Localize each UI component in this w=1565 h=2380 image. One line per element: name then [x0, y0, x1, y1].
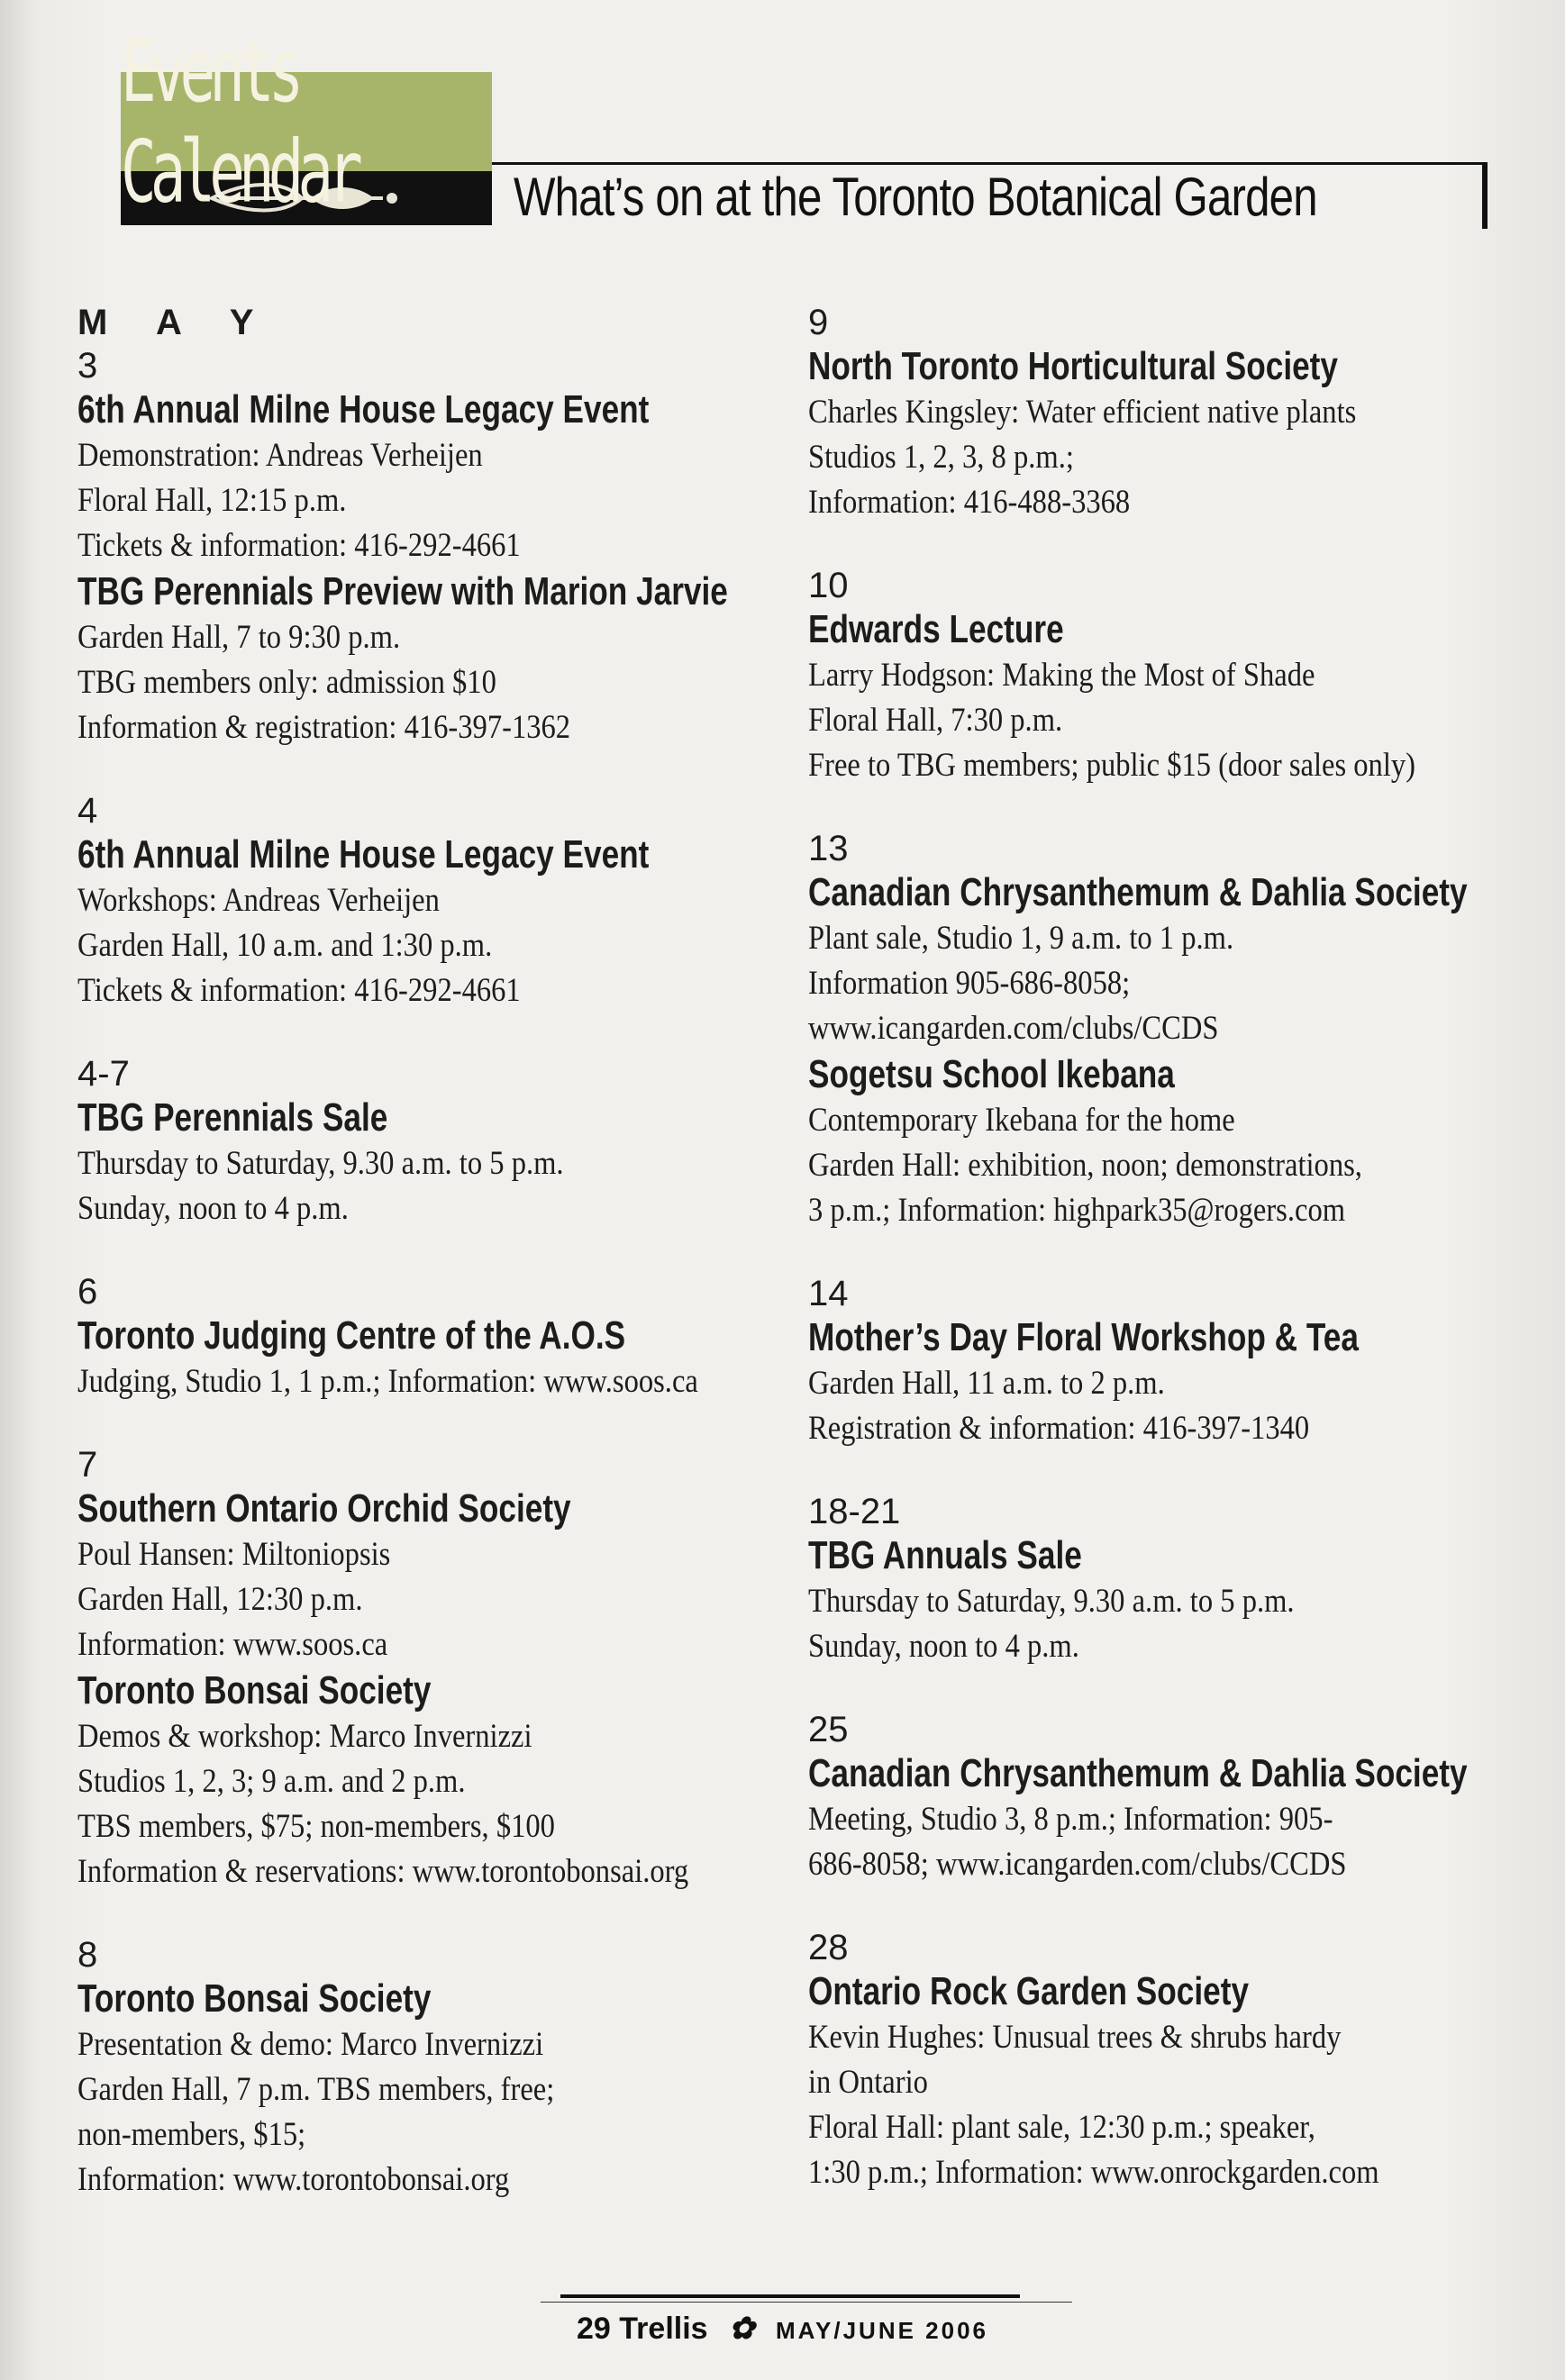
event-detail: Larry Hodgson: Making the Most of Shade — [808, 657, 1315, 694]
event-item — [808, 1709, 1511, 1887]
event-detail: Floral Hall, 12:15 p.m. — [77, 482, 347, 519]
event-title: Ontario Rock Garden Society — [808, 1969, 1250, 2013]
event-detail: Tickets & information: 416-292-4661 — [77, 527, 521, 564]
event-detail: Garden Hall, 7 p.m. TBS members, free; — [77, 2071, 555, 2108]
event-detail: Tickets & information: 416-292-4661 — [77, 972, 521, 1009]
event-detail: TBS members, $75; non-members, $100 — [77, 1808, 555, 1845]
events-calendar-banner — [121, 21, 492, 225]
event-title: 6th Annual Milne House Legacy Event — [77, 387, 650, 431]
event-title: Canadian Chrysanthemum & Dahlia Society — [808, 1751, 1468, 1795]
event-detail: Thursday to Saturday, 9.30 a.m. to 5 p.m. — [808, 1583, 1295, 1620]
event-item — [808, 302, 1511, 525]
event-date: 9 — [808, 303, 829, 342]
event-item — [808, 1273, 1511, 1451]
event-detail: Studios 1, 2, 3, 8 p.m.; — [808, 439, 1074, 476]
event-detail: Kevin Hughes: Unusual trees & shrubs hardy — [808, 2019, 1342, 2056]
event-detail: www.icangarden.com/clubs/CCDS — [808, 1010, 1219, 1047]
event-title: TBG Annuals Sale — [808, 1533, 1082, 1577]
event-detail: Garden Hall, 11 a.m. to 2 p.m. — [808, 1365, 1165, 1402]
event-title: TBG Perennials Sale — [77, 1095, 388, 1140]
left-column — [77, 302, 762, 2203]
leaf-logo-icon: ✿ — [729, 2312, 755, 2346]
event-detail: Poul Hansen: Miltoniopsis — [77, 1536, 391, 1573]
event-date: 10 — [808, 566, 849, 605]
event-date: 6 — [77, 1272, 98, 1312]
event-date: 7 — [77, 1445, 98, 1485]
event-title: 6th Annual Milne House Legacy Event — [77, 832, 650, 877]
event-detail: Studios 1, 2, 3; 9 a.m. and 2 p.m. — [77, 1763, 466, 1800]
event-title: Canadian Chrysanthemum & Dahlia Society — [808, 870, 1468, 914]
event-item — [77, 1053, 762, 1231]
page-number: 29 — [577, 2312, 611, 2346]
event-detail: 686-8058; www.icangarden.com/clubs/CCDS — [808, 1846, 1347, 1883]
event-title: Toronto Bonsai Society — [77, 1976, 432, 2021]
event-detail: Information: www.soos.ca — [77, 1626, 388, 1663]
event-date: 14 — [808, 1274, 849, 1313]
event-detail: Garden Hall, 7 to 9:30 p.m. — [77, 619, 401, 656]
event-detail: Garden Hall: exhibition, noon; demonstrations, — [808, 1147, 1362, 1184]
event-detail: Contemporary Ikebana for the home — [808, 1102, 1235, 1139]
page-footer — [0, 2311, 1565, 2347]
event-date: 4-7 — [77, 1054, 130, 1094]
banner-title: Events Calendar — [121, 21, 357, 223]
magazine-name: Trellis — [619, 2312, 708, 2346]
event-item — [77, 790, 762, 1013]
footer-rule — [560, 2294, 1020, 2298]
event-item — [77, 1667, 762, 1894]
page-headline: What’s on at the Toronto Botanical Garden — [514, 167, 1317, 227]
event-title: Southern Ontario Orchid Society — [77, 1486, 571, 1531]
event-date: 4 — [77, 791, 98, 831]
event-detail: Demonstration: Andreas Verheijen — [77, 437, 483, 474]
event-detail: Meeting, Studio 3, 8 p.m.; Information: 905- — [808, 1801, 1333, 1838]
event-title: North Toronto Horticultural Society — [808, 344, 1338, 388]
event-item — [77, 1444, 762, 1667]
event-detail: Charles Kingsley: Water efficient native plants — [808, 394, 1357, 431]
event-detail: Demos & workshop: Marco Invernizzi — [77, 1718, 532, 1755]
event-date: 13 — [808, 829, 849, 868]
event-item — [77, 1934, 762, 2203]
event-item — [808, 1051, 1511, 1233]
event-detail: 1:30 p.m.; Information: www.onrockgarden.com — [808, 2154, 1379, 2191]
event-detail: Sunday, noon to 4 p.m. — [808, 1628, 1079, 1665]
event-detail: Registration & information: 416-397-1340 — [808, 1410, 1310, 1447]
event-item — [808, 565, 1511, 788]
event-detail: Information: 416-488-3368 — [808, 484, 1131, 521]
headline-rule — [492, 162, 1488, 165]
footer-rule-thin — [541, 2302, 1072, 2303]
event-item — [808, 1491, 1511, 1669]
event-item — [808, 828, 1511, 1051]
event-date: 8 — [77, 1935, 98, 1975]
event-title: TBG Perennials Preview with Marion Jarvie — [77, 569, 728, 613]
event-detail: Presentation & demo: Marco Invernizzi — [77, 2026, 544, 2063]
event-detail: Information 905-686-8058; — [808, 965, 1131, 1002]
event-detail: 3 p.m.; Information: highpark35@rogers.com — [808, 1192, 1346, 1229]
event-title: Mother’s Day Floral Workshop & Tea — [808, 1315, 1359, 1359]
event-date: 18-21 — [808, 1492, 901, 1531]
event-detail: TBG members only: admission $10 — [77, 664, 496, 701]
event-detail: Plant sale, Studio 1, 9 a.m. to 1 p.m. — [808, 920, 1234, 957]
event-item — [77, 568, 762, 750]
event-detail: Thursday to Saturday, 9.30 a.m. to 5 p.m. — [77, 1145, 564, 1182]
headline-bar — [1482, 162, 1488, 229]
banner-title-box — [121, 21, 492, 223]
event-detail: Judging, Studio 1, 1 p.m.; Information: www.soos.ca — [77, 1363, 698, 1400]
event-date: 28 — [808, 1928, 849, 1967]
event-item — [77, 345, 762, 568]
event-detail: Information & reservations: www.torontobonsai.org — [77, 1853, 689, 1890]
event-date: 3 — [77, 346, 98, 386]
event-title: Sogetsu School Ikebana — [808, 1052, 1175, 1096]
event-title: Toronto Judging Centre of the A.O.S — [77, 1313, 626, 1358]
event-detail: Garden Hall, 12:30 p.m. — [77, 1581, 363, 1618]
event-detail: Sunday, noon to 4 p.m. — [77, 1190, 349, 1227]
event-date: 25 — [808, 1710, 849, 1749]
event-detail: Floral Hall, 7:30 p.m. — [808, 702, 1063, 739]
event-detail: in Ontario — [808, 2064, 928, 2101]
month-label: M A Y — [77, 303, 274, 342]
event-detail: Information: www.torontobonsai.org — [77, 2161, 510, 2198]
event-item — [808, 1927, 1511, 2195]
issue-date: MAY/JUNE 2006 — [775, 2317, 988, 2344]
event-detail: Workshops: Andreas Verheijen — [77, 882, 440, 919]
event-detail: Garden Hall, 10 a.m. and 1:30 p.m. — [77, 927, 493, 964]
event-detail: Free to TBG members; public $15 (door sales only) — [808, 747, 1416, 784]
right-column — [808, 302, 1511, 2195]
event-detail: Floral Hall: plant sale, 12:30 p.m.; speaker, — [808, 2109, 1315, 2146]
event-detail: Information & registration: 416-397-1362 — [77, 709, 571, 746]
event-detail: non-members, $15; — [77, 2116, 306, 2153]
event-item — [77, 1271, 762, 1404]
event-title: Edwards Lecture — [808, 607, 1064, 651]
event-title: Toronto Bonsai Society — [77, 1668, 432, 1712]
